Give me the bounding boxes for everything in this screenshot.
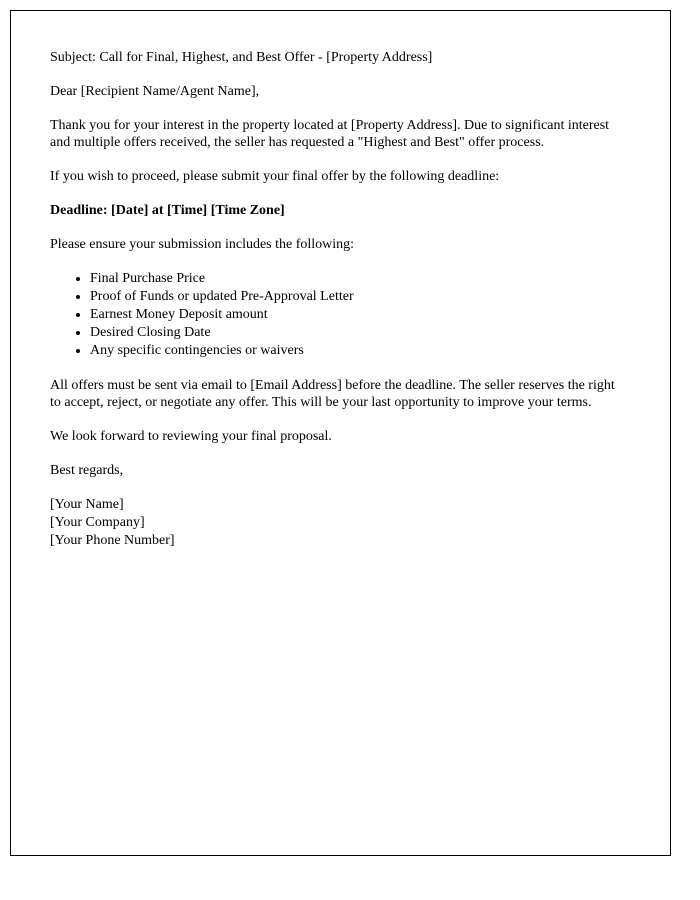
closing-paragraph: We look forward to reviewing your final proposal. [50, 429, 332, 444]
greeting: Dear [Recipient Name/Agent Name], [50, 84, 260, 99]
requirement-item-closing-date: • Desired Closing Date [90, 324, 626, 342]
signature-block [50, 496, 626, 550]
signature-company: [Your Company] [50, 515, 145, 530]
intro-paragraph: Thank you for your interest in the property located at [Property Address]. Due to significant interest and multiple offers received, the seller has requested a "Highest and Best" offer process. [50, 118, 610, 150]
signature-phone: [Your Phone Number] [50, 533, 175, 548]
requirements-list [50, 270, 626, 360]
letter-content [11, 11, 670, 550]
requirement-item-proof-of-funds: • Proof of Funds or updated Pre-Approval Letter [90, 288, 626, 306]
submission-instruction: Please ensure your submission includes the following: [50, 237, 355, 252]
deadline-line: Deadline: [Date] at [Time] [Time Zone] [50, 203, 285, 218]
proceed-instruction: If you wish to proceed, please submit your final offer by the following deadline: [50, 169, 500, 184]
requirement-item-final-purchase-price: • Final Purchase Price [90, 270, 626, 288]
signature-name: [Your Name] [50, 497, 124, 512]
offers-terms-paragraph: All offers must be sent via email to [Email Address] before the deadline. The seller reserves the right to accept, reject, or negotiate any offer. This will be your last opportunity to improve your terms. [50, 378, 615, 410]
letter-page [10, 10, 671, 856]
requirement-item-contingencies: • Any specific contingencies or waivers [90, 342, 626, 360]
requirement-item-earnest-money: • Earnest Money Deposit amount [90, 306, 626, 324]
sign-off: Best regards, [50, 463, 124, 478]
subject-line: Subject: Call for Final, Highest, and Best Offer - [Property Address] [50, 50, 433, 65]
